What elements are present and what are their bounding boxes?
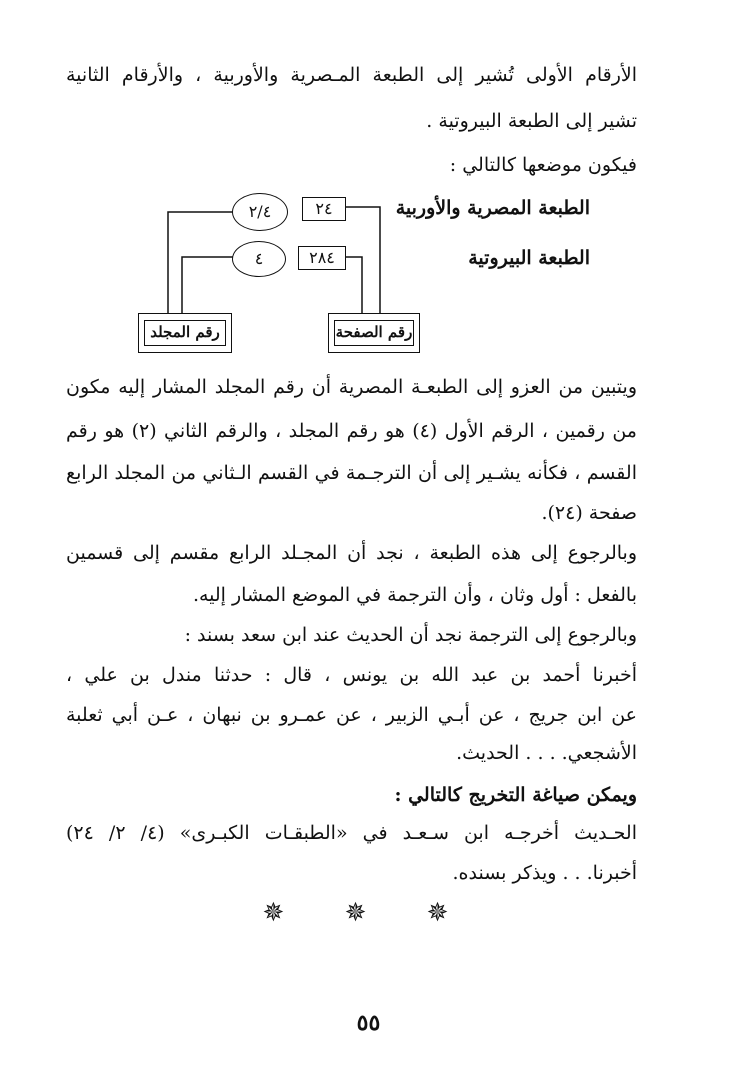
separator-stars: ✵ ✵ ✵ (262, 898, 475, 928)
paragraph-6-line-1: الحـديث أخرجـه ابن سـعـد في «الطبقـات الكبـرى» (٤/ ٢/ ٢٤) (66, 822, 637, 844)
volume-circle-egyptian: ٢/٤ (232, 193, 288, 231)
volume-circle-beirut: ٤ (232, 241, 286, 277)
paragraph-1-line-2: تشير إلى الطبعة البيروتية . (426, 110, 637, 132)
edition-label-egyptian-european: الطبعة المصرية والأوربية (395, 197, 590, 219)
page-number-label: رقم الصفحة (334, 320, 414, 346)
volume-number-label-box (138, 313, 232, 353)
paragraph-3-line-2: بالفعل : أول وثان ، وأن الترجمة في الموضع المشار إليه. (192, 584, 637, 606)
paragraph-2-line-4: صفحة (٢٤). (541, 502, 637, 524)
section-heading: ويمكن صياغة التخريج كالتالي : (394, 784, 637, 806)
paragraph-3-line-1: وبالرجوع إلى هذه الطبعة ، نجد أن المجـلد الرابع مقسم إلى قسمين (66, 542, 637, 564)
intro-line: فيكون موضعها كالتالي : (449, 154, 637, 176)
page-number-box-egyptian: ٢٤ (302, 197, 346, 221)
edition-label-beirut: الطبعة البيروتية (468, 247, 590, 269)
volume-number-label: رقم المجلد (144, 320, 226, 346)
paragraph-1-line-1: الأرقام الأولى تُشير إلى الطبعة المـصرية والأوربية ، والأرقام الثانية (66, 64, 637, 86)
reference-diagram (130, 185, 590, 365)
page-number: ٥٥ (356, 1010, 381, 1036)
paragraph-2-line-1: ويتبين من العزو إلى الطبعـة المصرية أن رقم المجلد المشار إليه مكون (66, 376, 637, 398)
paragraph-4-line-1: وبالرجوع إلى الترجمة نجد أن الحديث عند ابن سعد بسند : (184, 624, 637, 646)
page-number-label-box (328, 313, 420, 353)
paragraph-5-line-1: أخبرنا أحمد بن عبد الله بن يونس ، قال : حدثنا مندل بن علي ، (66, 664, 637, 686)
paragraph-5-line-3: الأشجعي. . . . الحديث. (456, 742, 637, 764)
paragraph-5-line-2: عن ابن جريج ، عن أبـي الزبير ، عن عمـرو بن نبهان ، عـن أبي ثعلبة (66, 704, 637, 726)
page-number-box-beirut: ٢٨٤ (298, 246, 346, 270)
paragraph-2-line-2: من رقمين ، الرقم الأول (٤) هو رقم المجلد ، والرقم الثاني (٢) هو رقم (66, 420, 637, 442)
paragraph-2-line-3: القسم ، فكأنه يشـير إلى أن الترجـمة في القسم الـثاني من المجلد الرابع (66, 462, 637, 484)
paragraph-6-line-2: أخبرنا. . . ويذكر بسنده. (452, 862, 637, 884)
